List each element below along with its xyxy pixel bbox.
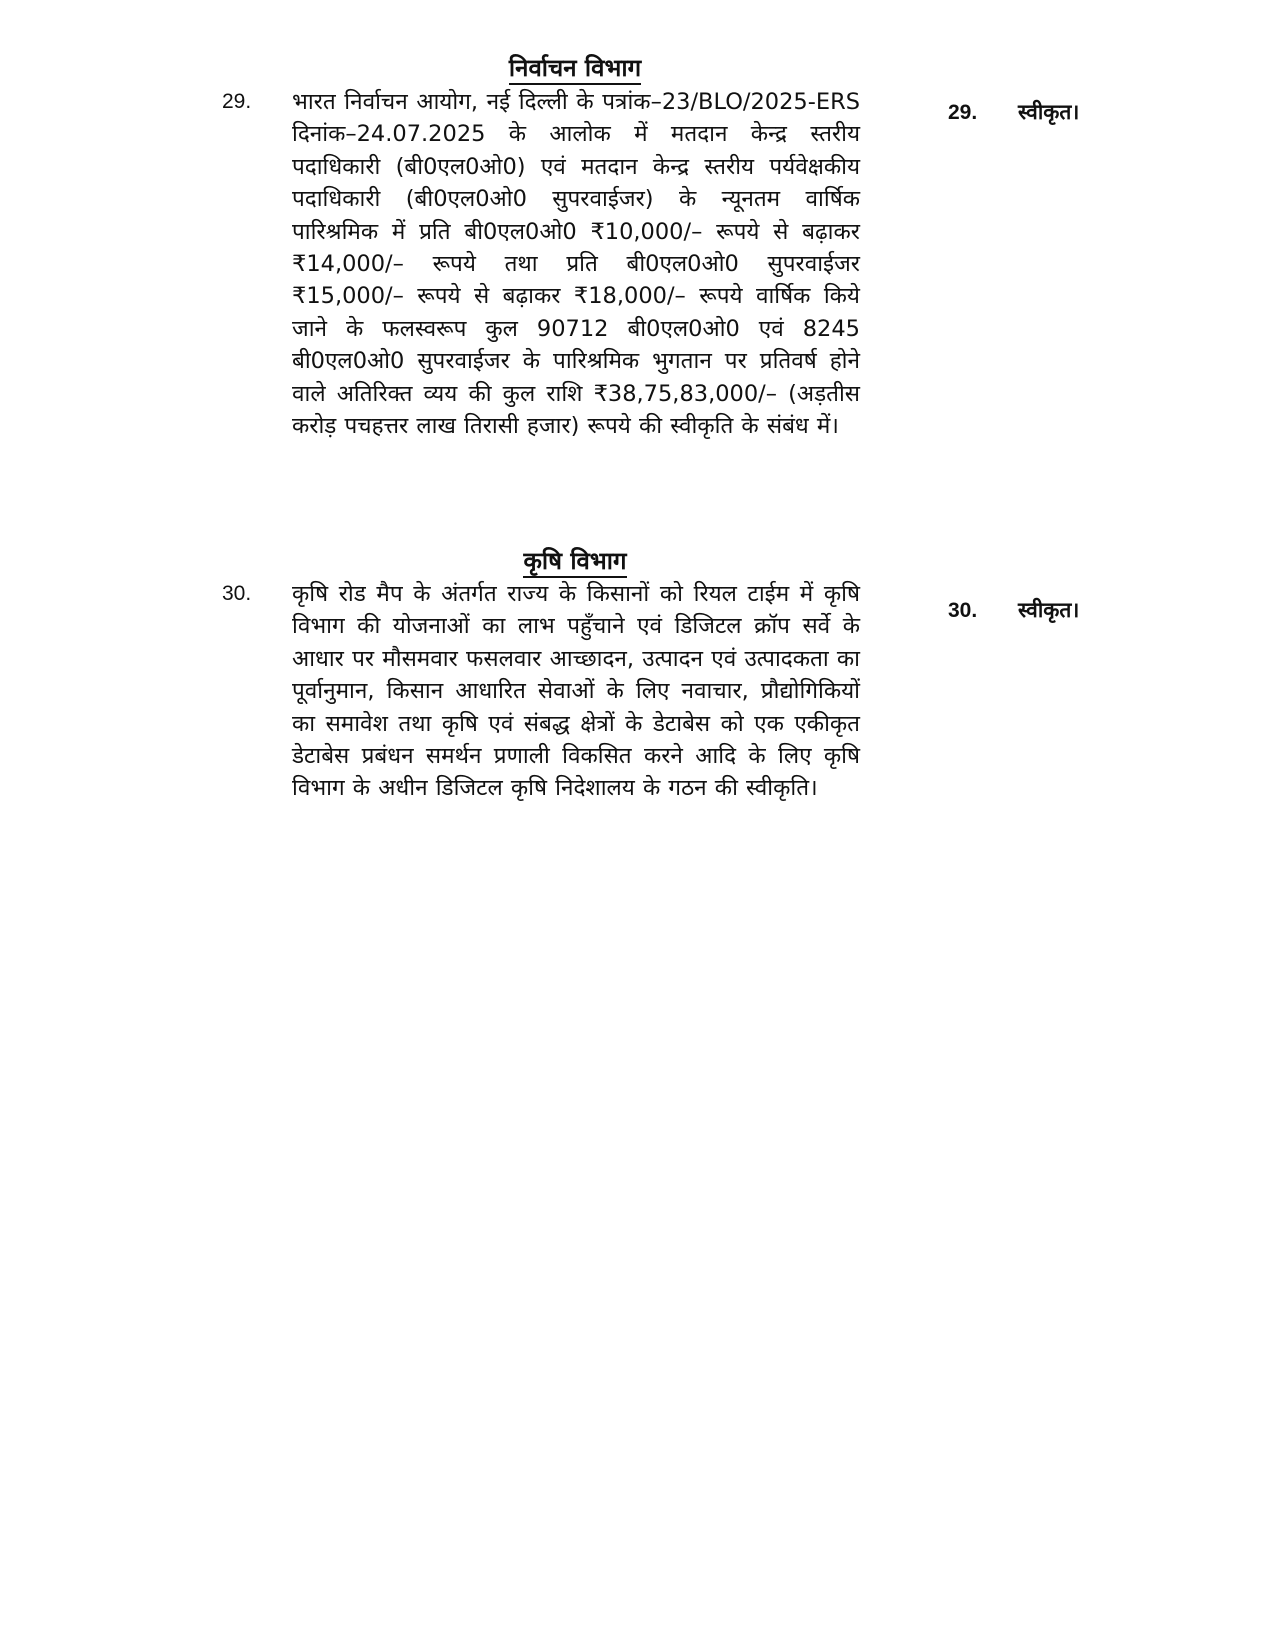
section-heading-agriculture: कृषि विभाग <box>290 545 860 577</box>
decision <box>948 96 1079 129</box>
item-text: कृषि रोड मैप के अंतर्गत राज्य के किसानों को रियल टाईम में कृषि विभाग की योजनाओं का लाभ पहुँचाने एवं डिजिटल क्रॉप सर्वे के आधार पर मौसमवार फसलवार आच्छादन, उत्पादन एवं उत्पादकता का पूर्वानुमान, किसान आधारित सेवाओं के लिए नवाचार, प्रौद्योगिकियों का समावेश तथा कृषि एवं संबद्ध क्षेत्रों के डेटाबेस को एक एकीकृत डेटाबेस प्रबंधन समर्थन प्रणाली विकसित करने आदि के लिए कृषि विभाग के अधीन डिजिटल कृषि निदेशालय के गठन की स्वीकृति। <box>292 581 860 802</box>
decision-number: 29. <box>948 101 978 124</box>
item-number: 29. <box>222 90 252 113</box>
item-text: भारत निर्वाचन आयोग, नई दिल्ली के पत्रांक–23/BLO/2025-ERS दिनांक–24.07.2025 के आलोक में मतदान केन्द्र स्तरीय पदाधिकारी (बी0एल0ओ0) एवं मतदान केन्द्र स्तरीय पर्यवेक्षकीय पदाधिकारी (बी0एल0ओ0 सुपरवाईजर) के न्यूनतम वार्षिक पारिश्रमिक में प्रति बी0एल0ओ0 ₹10,000/– रूपये से बढ़ाकर ₹14,000/– रूपये तथा प्रति बी0एल0ओ0 सुपरवाईजर ₹15,000/– रूपये से बढ़ाकर ₹18,000/– रूपये वार्षिक किये जाने के फलस्वरूप कुल 90712 बी0एल0ओ0 एवं 8245 बी0एल0ओ0 सुपरवाईजर के पारिश्रमिक भुगतान पर प्रतिवर्ष होने वाले अतिरिक्त व्यय की कुल राशि ₹38,75,83,000/– (अड़तीस करोड़ पचहत्तर लाख तिरासी हजार) रूपये की स्वीकृति के संबंध में। <box>292 89 860 440</box>
decision <box>948 594 1079 627</box>
decision-text: स्वीकृत। <box>1018 100 1080 124</box>
section-heading-election: निर्वाचन विभाग <box>290 52 860 84</box>
decision-text: स्वीकृत। <box>1018 598 1080 622</box>
item-number: 30. <box>222 582 252 605</box>
decision-number: 30. <box>948 599 978 622</box>
